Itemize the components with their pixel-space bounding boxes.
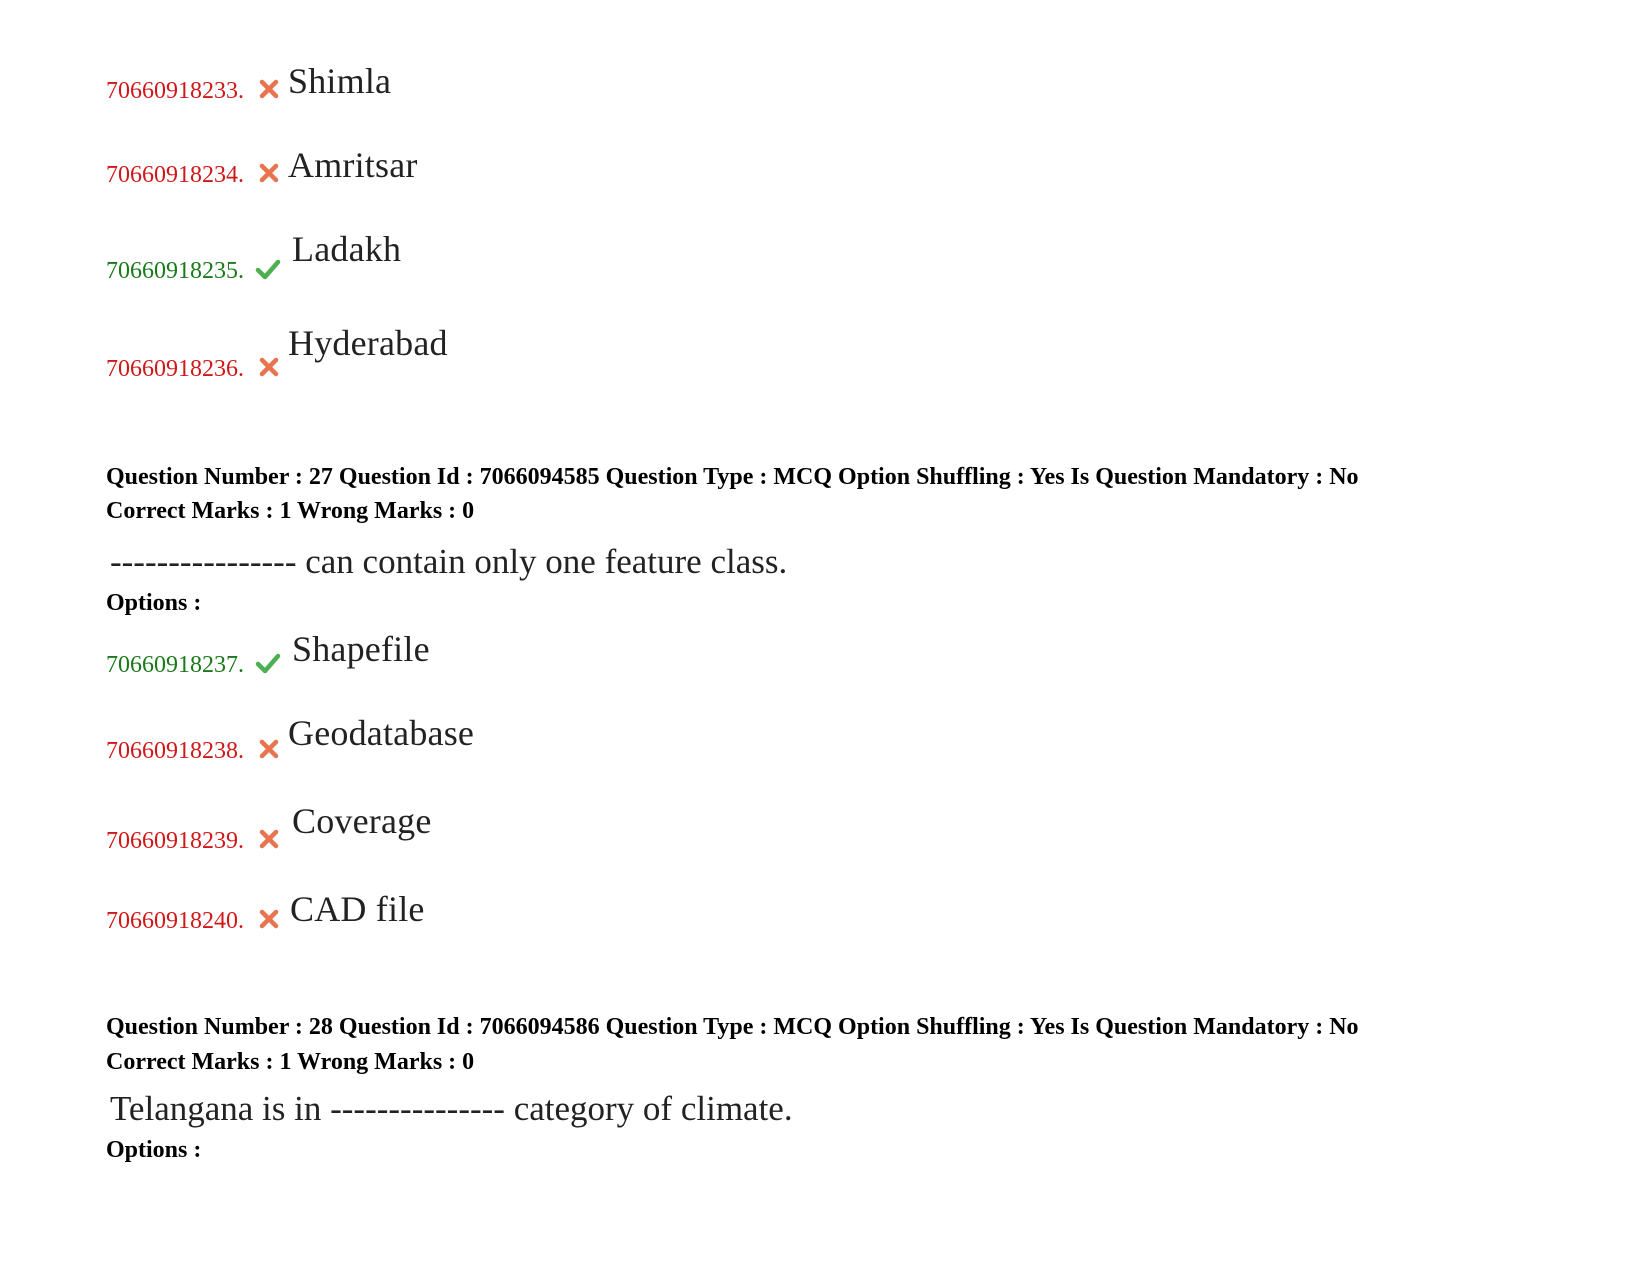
check-icon <box>255 256 281 282</box>
cross-icon <box>256 736 282 762</box>
option-id: 70660918234. <box>106 162 244 188</box>
question-text: Telangana is in --------------- category of climate. <box>110 1089 793 1128</box>
option-text: Coverage <box>292 801 432 841</box>
option-text: Hyderabad <box>288 323 448 363</box>
question-meta-line2: Correct Marks : 1 Wrong Marks : 0 <box>106 1049 475 1075</box>
option-text: Shimla <box>288 61 392 101</box>
question-meta-line2: Correct Marks : 1 Wrong Marks : 0 <box>106 498 475 524</box>
cross-icon <box>256 906 282 932</box>
option-id: 70660918236. <box>106 356 244 382</box>
option-text: Shapefile <box>292 629 430 669</box>
question-meta-line1: Question Number : 27 Question Id : 7066094585 Question Type : MCQ Option Shuffling : Yes Is Question Mandatory : No <box>106 464 1359 490</box>
check-icon <box>255 650 281 676</box>
option-text: Ladakh <box>292 229 402 269</box>
question-meta-line1: Question Number : 28 Question Id : 7066094586 Question Type : MCQ Option Shuffling : Yes Is Question Mandatory : No <box>106 1014 1359 1040</box>
option-id: 70660918233. <box>106 78 244 104</box>
option-id: 70660918237. <box>106 652 244 678</box>
cross-icon <box>256 826 282 852</box>
cross-icon <box>256 354 282 380</box>
options-label: Options : <box>106 1137 202 1163</box>
option-id: 70660918235. <box>106 258 244 284</box>
option-id: 70660918240. <box>106 908 244 934</box>
option-text: Amritsar <box>288 145 418 185</box>
option-id: 70660918238. <box>106 738 244 764</box>
cross-icon <box>256 76 282 102</box>
option-text: Geodatabase <box>288 713 475 753</box>
option-id: 70660918239. <box>106 828 244 854</box>
question-text: ---------------- can contain only one feature class. <box>110 542 788 581</box>
options-label: Options : <box>106 590 202 616</box>
option-text: CAD file <box>290 889 425 929</box>
cross-icon <box>256 160 282 186</box>
